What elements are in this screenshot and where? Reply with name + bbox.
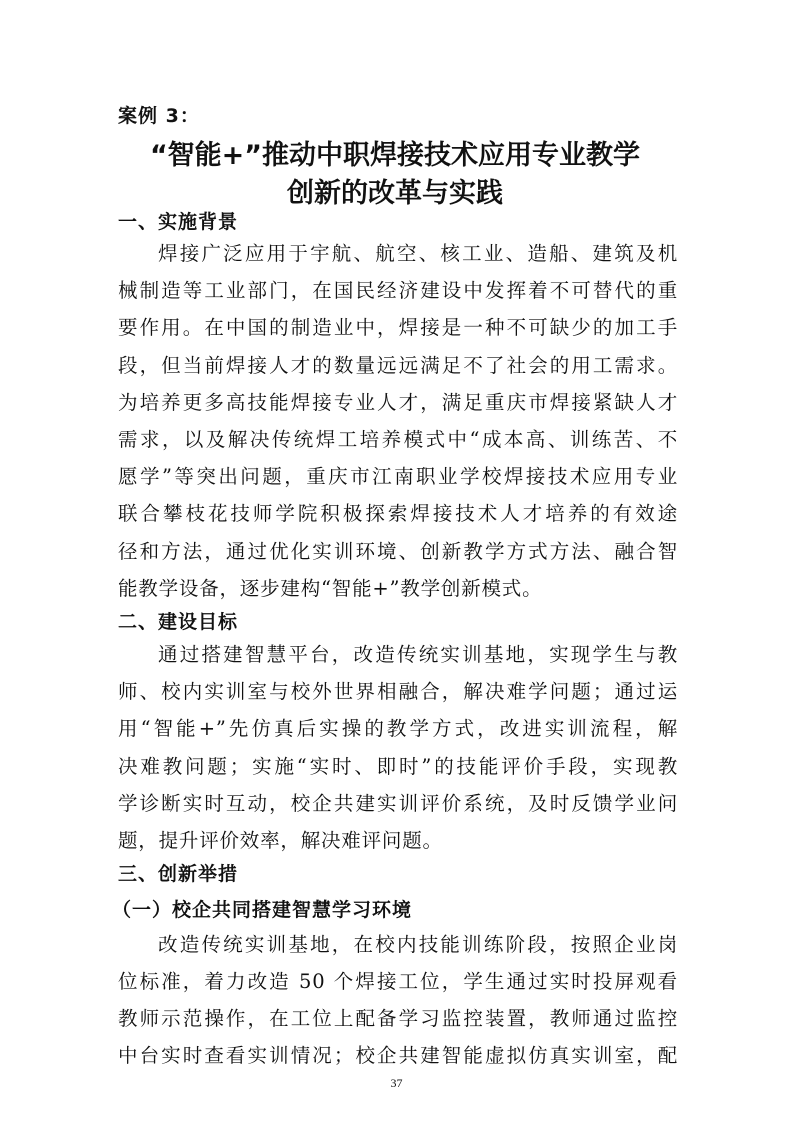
- paragraph-line: 径和方法，通过优化实训环境、创新教学方式方法、融合智: [118, 540, 678, 563]
- paragraph-line: 焊接广泛应用于宇航、航空、核工业、造船、建筑及机: [158, 242, 678, 265]
- title-line: 创新的改革与实践: [287, 178, 503, 209]
- paragraph-line: 通过搭建智慧平台，改造传统实训基地，实现学生与教: [158, 643, 678, 666]
- paragraph-line: 用“智能+”先仿真后实操的教学方式，改进实训流程，解: [118, 717, 678, 740]
- paragraph-line: 要作用。在中国的制造业中，焊接是一种不可缺少的加工手: [118, 316, 678, 339]
- paragraph-line: 需求，以及解决传统焊工培养模式中“成本高、训练苦、不: [118, 428, 678, 451]
- paragraph-line: 中台实时查看实训情况；校企共建智能虚拟仿真实训室，配: [118, 1044, 678, 1067]
- paragraph-line: 联合攀枝花技师学院积极探索焊接技术人才培养的有效途: [118, 502, 678, 525]
- paragraph-line: 位标准，着力改造 50 个焊接工位，学生通过实时投屏观看: [118, 970, 678, 993]
- document-title: [100, 137, 690, 213]
- paragraph-line: 决难教问题；实施“实时、即时”的技能评价手段，实现教: [118, 755, 678, 778]
- section-heading-goals: 二、建设目标: [118, 611, 239, 633]
- paragraph-line: 为培养更多高技能焊接专业人才，满足重庆市焊接紧缺人才: [118, 391, 678, 414]
- paragraph-line: 能教学设备，逐步建构“智能+”教学创新模式。: [118, 577, 543, 600]
- paragraph-line: 改造传统实训基地，在校内技能训练阶段，按照企业岗: [158, 933, 678, 956]
- paragraph-line: 教师示范操作，在工位上配备学习监控装置，教师通过监控: [118, 1007, 678, 1030]
- paragraph-line: 师、校内实训室与校外世界相融合，解决难学问题；通过运: [118, 680, 678, 703]
- case-label: 案例 3：: [118, 105, 200, 127]
- page-number: 37: [390, 1076, 403, 1090]
- paragraph-line: 愿学”等突出问题，重庆市江南职业学校焊接技术应用专业: [118, 465, 678, 488]
- paragraph-line: 械制造等工业部门，在国民经济建设中发挥着不可替代的重: [118, 279, 678, 302]
- section-heading-measures: 三、创新举措: [118, 863, 239, 885]
- paragraph-line: 题，提升评价效率，解决难评问题。: [118, 829, 443, 852]
- subsection-heading: （一）校企共同搭建智慧学习环境: [112, 899, 413, 921]
- paragraph-line: 段，但当前焊接人才的数量远远满足不了社会的用工需求。: [118, 354, 678, 377]
- paragraph-line: 学诊断实时互动，校企共建实训评价系统，及时反馈学业问: [118, 792, 678, 815]
- section-heading-background: 一、实施背景: [118, 211, 239, 233]
- title-line: “智能+”推动中职焊接技术应用专业教学: [149, 140, 641, 171]
